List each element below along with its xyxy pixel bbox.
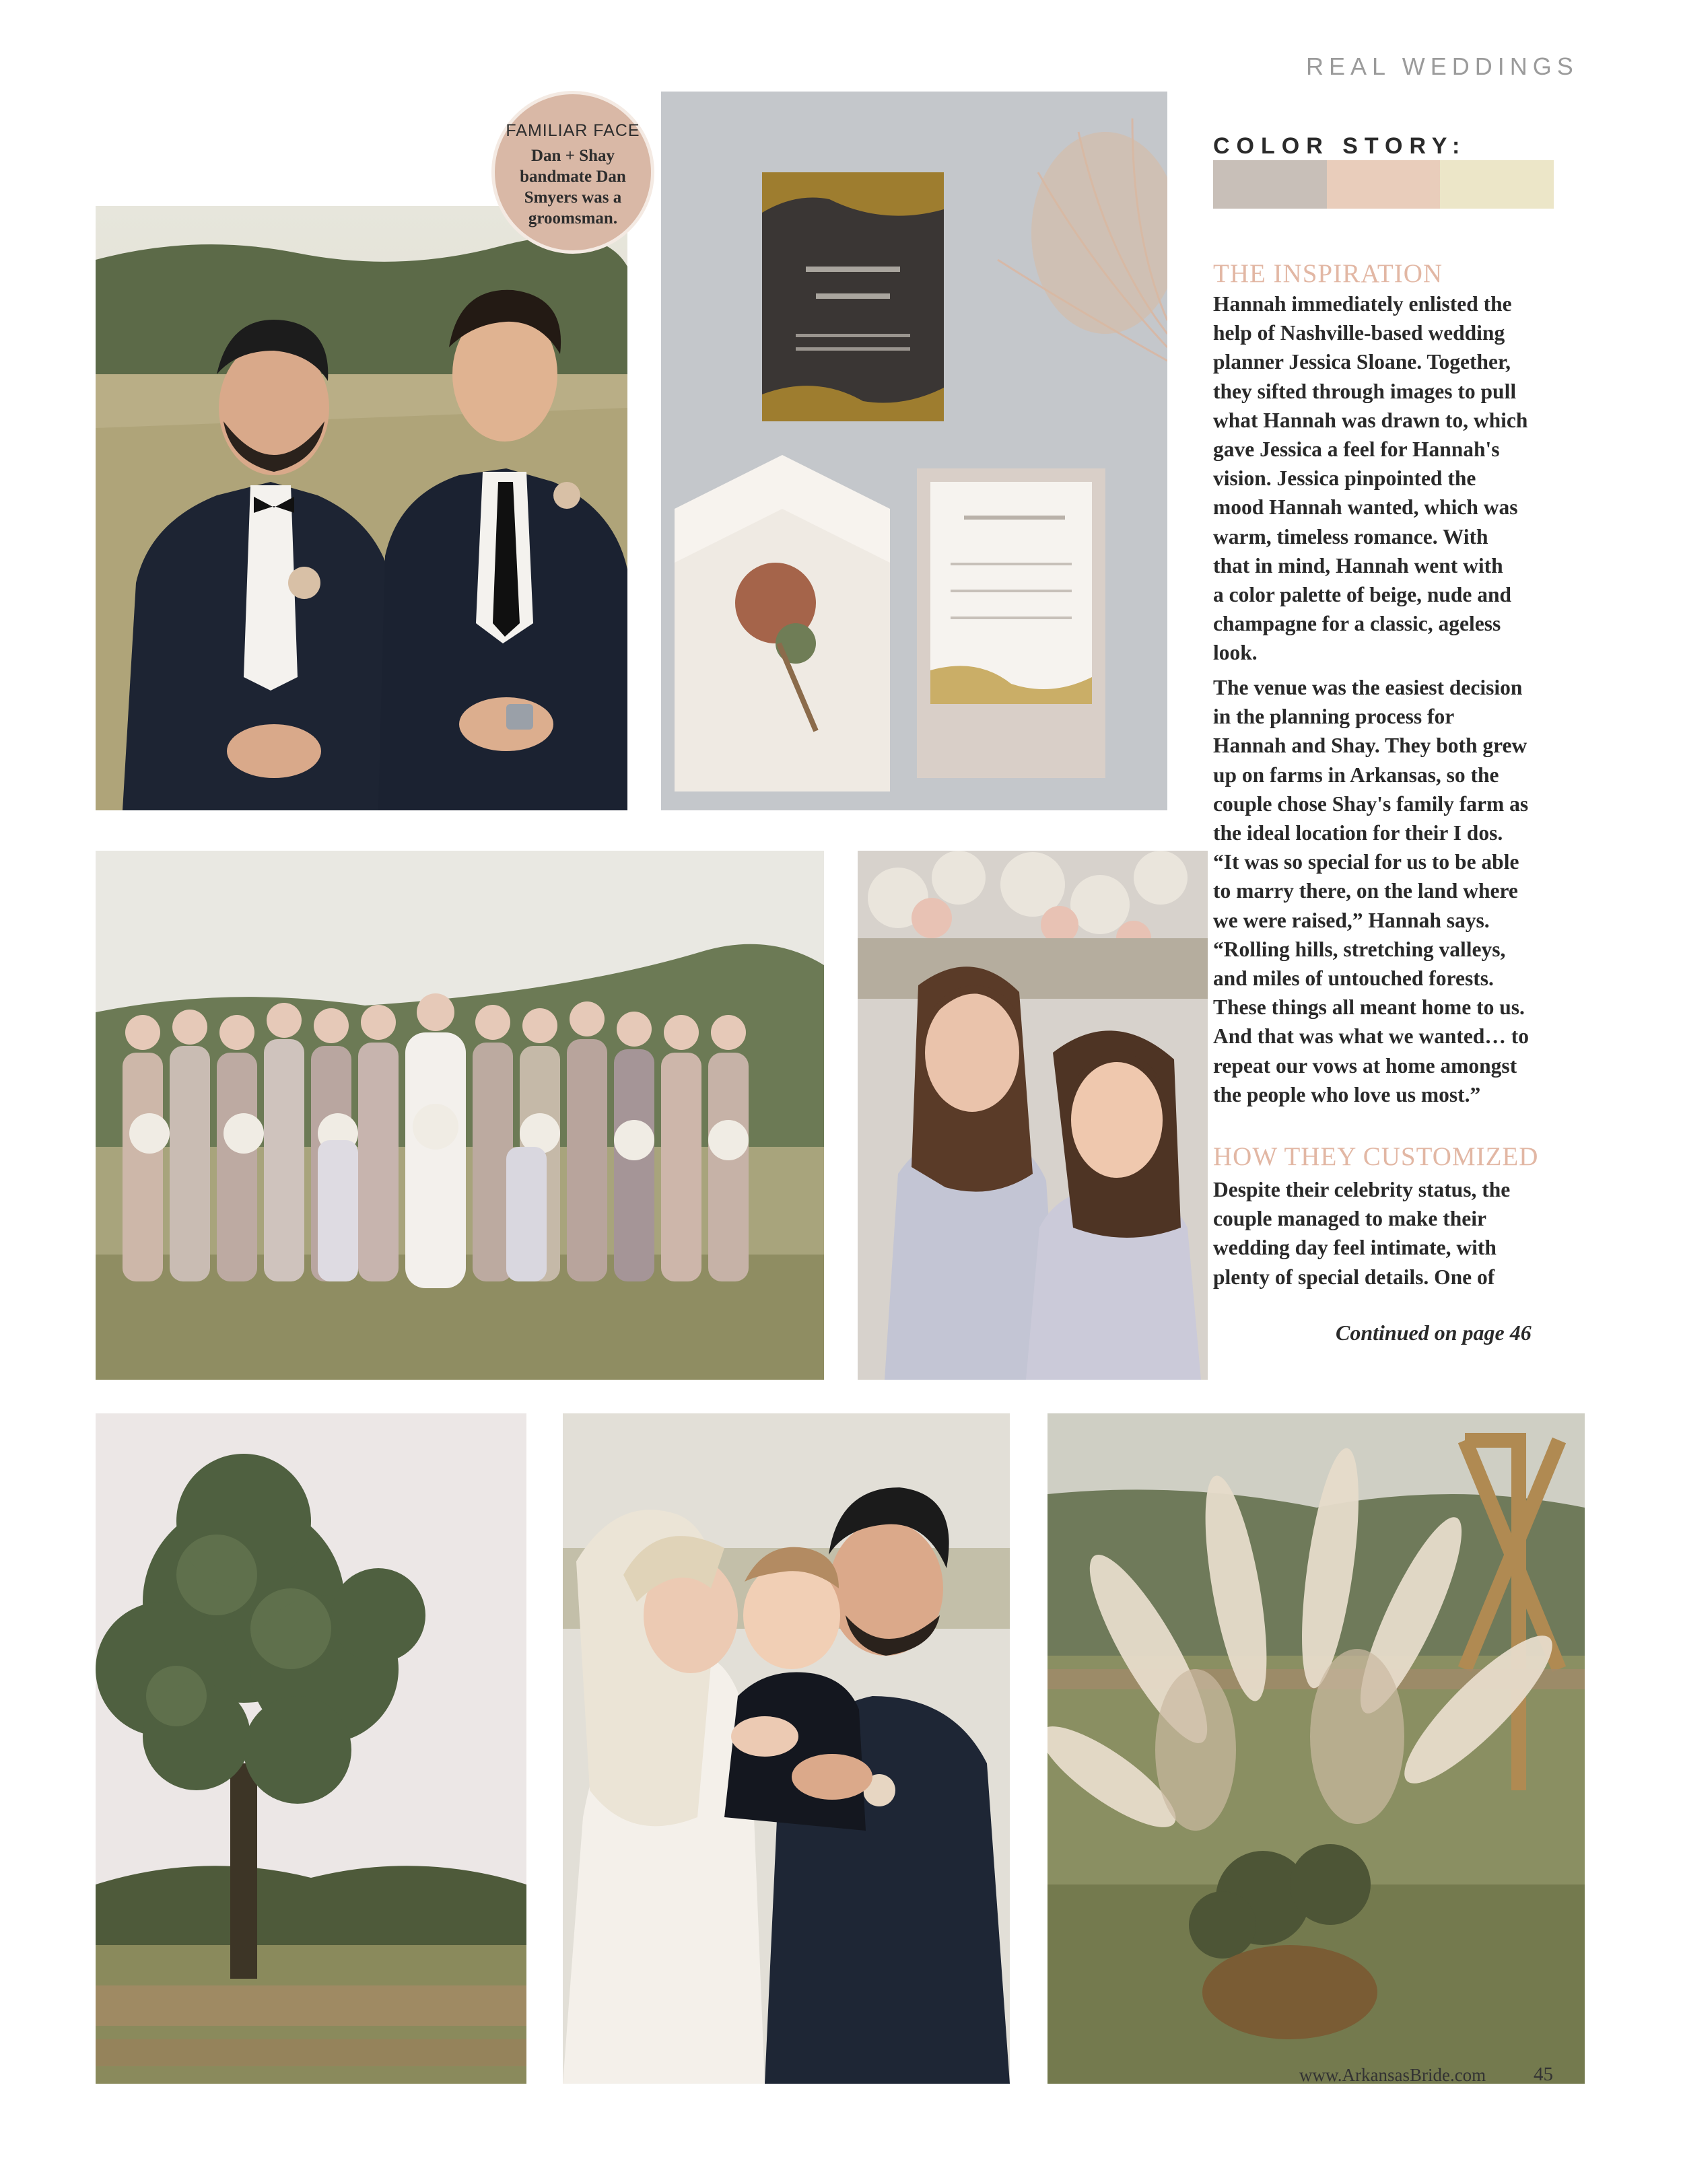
footer-url: www.ArkansasBride.com <box>1299 2065 1486 2085</box>
bridesmaids-photo <box>96 851 824 1380</box>
inspiration-heading: THE INSPIRATION <box>1213 259 1443 288</box>
invitation-flatlay-photo <box>661 92 1167 810</box>
swatch-nude <box>1327 160 1441 209</box>
inspiration-paragraph-2: The venue was the easiest decision in the planning process for Hannah and Shay. They both grew up on farms in Arkansas, so the couple chose Shay's family farm as the ideal location for their I dos. “It was so special for us to be able to marry there, on the land where we were raised,” Hannah says. “Rolling hills, stretching valleys, and miles of untouched forests. These things all meant home to us. And that was what we wanted… to repeat our vows at home amongst the people who love us most.” <box>1213 676 1530 1106</box>
color-swatches <box>1213 160 1554 209</box>
page-number: 45 <box>1534 2064 1553 2085</box>
swatch-beige <box>1213 160 1327 209</box>
familiar-face-badge <box>491 91 654 254</box>
customized-heading: HOW THEY CUSTOMIZED <box>1213 1142 1539 1171</box>
swatch-champagne <box>1440 160 1554 209</box>
pampas-arrangement-photo <box>1047 1413 1585 2084</box>
flower-girls-photo <box>858 851 1208 1380</box>
couple-with-baby-photo <box>563 1413 1010 2084</box>
continued-note: Continued on page 46 <box>1336 1320 1532 1345</box>
groomsmen-photo <box>96 206 627 810</box>
inspiration-paragraph-1: Hannah immediately enlisted the help of Nashville-based wedding planner Jessica Sloane. Together, they sifted through images to pull what Hannah was drawn to, which gave Jessica a feel for Hannah's vision. Jessica pinpointed the mood Hannah wanted, which was warm, timeless romance. With that in mind, Hannah went with a color palette of beige, nude and champagne for a classic, ageless look. <box>1213 292 1528 665</box>
badge-title: FAMILIAR FACE <box>506 121 640 140</box>
section-label: REAL WEDDINGS <box>1306 52 1579 80</box>
color-story-title: COLOR STORY: <box>1213 133 1467 159</box>
oak-tree-photo <box>96 1413 526 2084</box>
customized-paragraph-1: Despite their celebrity status, the couple managed to make their wedding day feel intimate, with plenty of special details. One of <box>1213 1178 1511 1289</box>
badge-text: Dan + Shay bandmate Dan Smyers was a groomsman. <box>520 147 626 227</box>
